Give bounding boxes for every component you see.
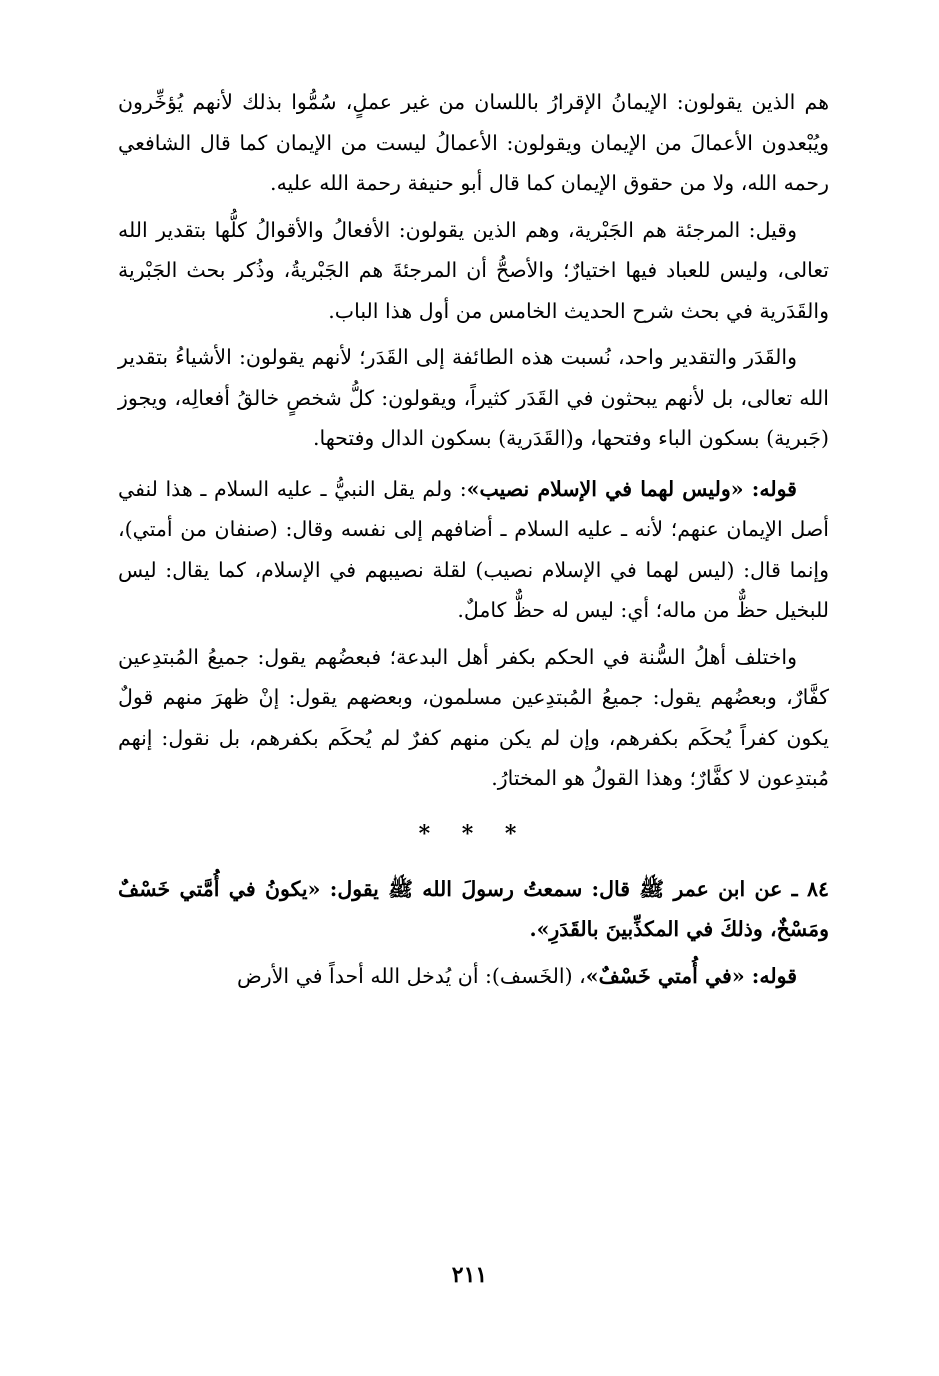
page-body [118, 82, 829, 996]
section-separator: * * * [418, 820, 529, 847]
paragraph-last [118, 956, 829, 997]
paragraph-ikhtilaf: واختلف أهلُ السُّنة في الحكم بكفر أهل البدعة؛ فبعضُهم يقول: جميعُ المُبتدِعين كفَّارٌ، وبعضُهم يقول: جميعُ المُبتدِعين مسلمون، وبعضهم يقول: إنْ ظهرَ منهم قولٌ يكون كفراً يُحكَم بكفرهم، وإن لم يكن منهم كفرٌ لم يُحكَم بكفرهم، بل نقول: إنهم مُبتدِعون لا كفَّارٌ؛ وهذا القولُ هو المختارُ. [118, 644, 829, 790]
commentary-text: : ولم يقل النبيُّ ـ عليه السلام ـ هذا لنفي أصل الإيمان عنهم؛ لأنه ـ عليه السلام ـ أضافهم إلى نفسه وقال: (صنفان من أمتي)، وإنما قال: (ليس لهما في الإسلام نصيب) لقلة نصيبهم في الإسلام، كما يقال: ليس للبخيل حظٌّ من ماله؛ أي: ليس له حظٌّ كاملٌ. [118, 476, 829, 622]
paragraph-qawluhu-nasib [118, 469, 829, 631]
paragraph-murjia-definition: هم الذين يقولون: الإيمانُ الإقرارُ باللسان من غير عملٍ، سُمُّوا بذلك لأنهم يُؤخِّرون ويُبْعدون الأعمالَ من الإيمان ويقولون: الأعمالُ ليست من الإيمان كما قال الشافعي رحمه الله، ولا من حقوق الإيمان كما قال أبو حنيفة رحمة الله عليه. [118, 90, 829, 195]
paragraph-murjia-jabriyya: وقيل: المرجئة هم الجَبْرية، وهم الذين يقولون: الأفعالُ والأقوالُ كلُّها بتقدير الله تعالى، وليس للعباد فيها اختيارٌ؛ والأصحُّ أن المرجئةَ هم الجَبْريةُ، وذُكر بحث الجَبْرية والقَدَرية في بحث شرح الحديث الخامس من أول هذا الباب. [118, 217, 829, 323]
page-number: ٢١١ [451, 1262, 488, 1288]
commentary-lead: قوله: «وليس لهما في الإسلام نصيب» [466, 476, 797, 501]
last-commentary-lead: قوله: «في أُمتي خَسْفٌ» [585, 963, 797, 988]
hadith-body: ـ عن ابن عمر ﷺ قال: سمعتُ رسولَ الله ﷺ يقول: «يكونُ في أُمَّتي خَسْفٌ ومَسْخٌ، وذلكَ في المكذِّبينَ بالقَدَرِ». [118, 876, 829, 941]
paragraph-qadariyya: والقَدَر والتقدير واحد، نُسبت هذه الطائفة إلى القَدَر؛ لأنهم يقولون: الأشياءُ بتقدير الله تعالى، بل لأنهم يبحثون في القَدَر كثيراً، ويقولون: كلُّ شخصٍ خالقُ أفعالِه، ويجوز (جَبرية) بسكون الباء وفتحها، و(القَدَرية) بسكون الدال وفتحها. [118, 345, 829, 450]
hadith-number: ٨٤ [806, 876, 830, 901]
hadith-text [118, 869, 829, 950]
last-commentary-text: ، (الخَسف): أن يُدخل الله أحداً في الأرض [237, 963, 586, 988]
